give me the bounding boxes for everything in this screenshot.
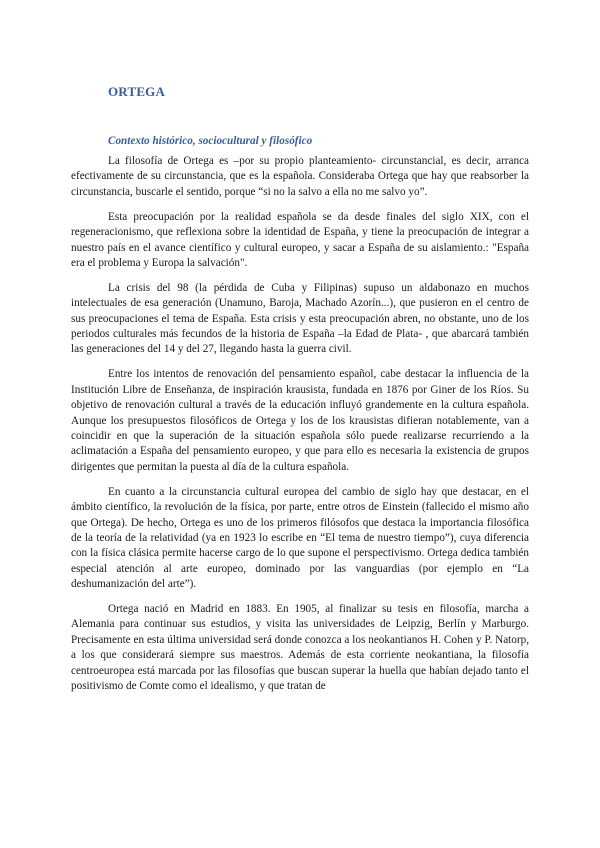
document-title: ORTEGA <box>108 84 166 99</box>
paragraph: Ortega nació en Madrid en 1883. En 1905, al finalizar su tesis en filosofía, marcha a Alemania para continuar sus estudios, y visita las universidades de Leipzig, Berlín y Marburgo. Precisamente en esta última universidad será donde conozca a los neokantianos H. Cohen y P. Natorp, a los que considerará siempre sus maestros. Además de esta corriente neokantiana, la filosofía centroeuropea está marcada por las filosofías que buscan superar la huella que habían dejado tanto el positivismo de Comte como el idealismo, y que tratan de <box>71 603 529 693</box>
paragraph: La crisis del 98 (la pérdida de Cuba y Filipinas) supuso un aldabonazo en muchos intelectuales de esa generación (Unamuno, Baroja, Machado Azorín...), que pusieron en el centro de sus preocupaciones el tema de España. Esta crisis y esta preocupación abren, no obstante, uno de los periodos culturales más fecundos de la historia de España –la Edad de Plata- , que abarcará también las generaciones del 14 y del 27, llegando hasta la guerra civil. <box>71 281 529 356</box>
page-content <box>71 84 529 704</box>
paragraph: La filosofía de Ortega es –por su propio planteamiento- circunstancial, es decir, arranca efectivamente de su circunstancia, que es la española. Consideraba Ortega que hay que reabsorber la circunstancia, buscarle el sentido, porque “si no la salvo a ella no me salvo yo”. <box>71 155 529 198</box>
body-text <box>71 154 529 695</box>
paragraph: Entre los intentos de renovación del pensamiento español, cabe destacar la influencia de la Institución Libre de Enseñanza, de inspiración krausista, fundada en 1876 por Giner de los Ríos. Su objetivo de renovación cultural a través de la educación influyó grandemente en la cultura española. Aunque los presupuestos filosóficos de Ortega y los de los krausistas difieran notablemente, van a coincidir en que la superación de la situación española sólo puede realizarse recurriendo a la aclimatación a España del pensamiento europeo, y que para ello es necesaria la existencia de grupos dirigentes que permitan la puesta al día de la cultura española. <box>71 368 529 473</box>
section-heading: Contexto histórico, sociocultural y filosófico <box>108 135 313 147</box>
paragraph: En cuanto a la circunstancia cultural europea del cambio de siglo hay que destacar, en el ámbito científico, la revolución de la física, por parte, entre otros de Einstein (fallecido el mismo año que Ortega). De hecho, Ortega es uno de los primeros filósofos que destaca la importancia filosófica de la teoría de la relatividad (ya en 1923 lo escribe en “El tema de nuestro tiempo”), cuya diferencia con la física clásica permite hacerse cargo de lo que supone el perspectivismo. Ortega dedica también especial atención al arte europeo, dominado por las vanguardias (por ejemplo en “La deshumanización del arte”). <box>71 485 529 591</box>
paragraph: Esta preocupación por la realidad española se da desde finales del siglo XIX, con el regeneracionismo, que reflexiona sobre la identidad de España, y tiene la preocupación de integrar a nuestro país en el avance científico y cultural europeo, y sacar a España de su aislamiento.: "España era el problema y Europa la salvación". <box>71 210 529 269</box>
